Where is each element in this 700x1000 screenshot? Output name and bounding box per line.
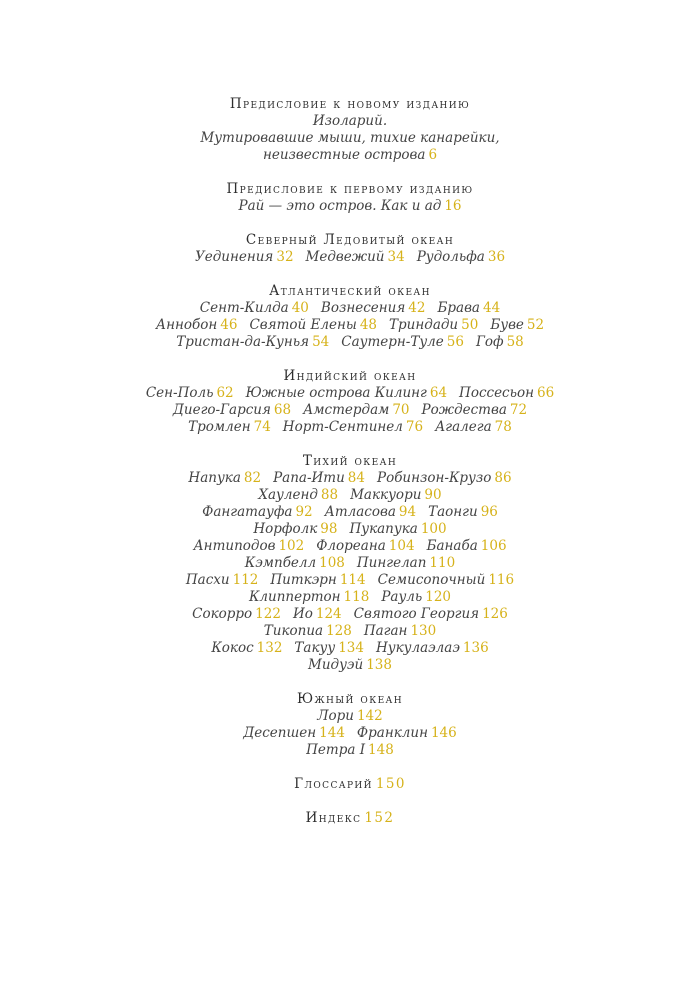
toc-line (0, 538, 700, 555)
entry-title: Антиподов (193, 538, 276, 554)
page-number: 82 (243, 470, 262, 486)
entry-title: Рауль (381, 589, 423, 605)
entry-title: Тикопиа (263, 623, 324, 639)
entry-title: Клиппертон (248, 589, 341, 605)
entry-title: Святого Георгия (353, 606, 480, 622)
entry-title: Аннобон (155, 317, 218, 333)
toc-line (0, 249, 700, 266)
toc-line (0, 606, 700, 623)
entry-title: Паган (363, 623, 408, 639)
toc-entry[interactable] (202, 504, 313, 520)
section-heading-title: Южный океан (296, 691, 404, 707)
entry-title: Рождества (421, 402, 507, 418)
page-number: 146 (430, 725, 457, 741)
entry-title: Таонги (428, 504, 478, 520)
page-number: 132 (256, 640, 283, 656)
page-number: 116 (488, 572, 515, 588)
entry-title: Брава (437, 300, 480, 316)
table-of-contents (0, 96, 700, 844)
page-number: 58 (506, 334, 524, 350)
toc-line (0, 385, 700, 402)
page-number: 36 (487, 249, 506, 265)
toc-entry[interactable] (364, 623, 436, 639)
entry-title: Сент-Килда (199, 300, 289, 316)
toc-entry[interactable] (146, 385, 234, 401)
toc-entry[interactable] (313, 113, 387, 129)
toc-entry[interactable] (459, 385, 554, 401)
section-heading[interactable] (0, 776, 700, 793)
page-number: 76 (405, 419, 424, 435)
toc-entry[interactable] (354, 606, 508, 622)
toc-line (0, 572, 700, 589)
entry-title: Франклин (356, 725, 428, 741)
entry-title: Тромлен (188, 419, 251, 435)
entry-title: Рапа-Ити (273, 470, 345, 486)
page-number: 78 (494, 419, 512, 435)
toc-entry[interactable] (188, 470, 261, 486)
entry-title: Семисопочный (377, 572, 486, 588)
toc-entry[interactable] (156, 317, 238, 333)
entry-title: Медвежий (305, 249, 385, 265)
toc-entry[interactable] (263, 147, 437, 163)
section-heading[interactable] (0, 691, 700, 708)
section-heading-title: Индийский океан (283, 368, 417, 384)
toc-entry[interactable] (357, 555, 455, 571)
page-number: 66 (537, 385, 555, 401)
section-heading-title: Предисловие к первому изданию (226, 181, 474, 197)
entry-title: Лори (317, 708, 354, 724)
toc-entry[interactable] (192, 606, 281, 622)
toc-entry[interactable] (294, 640, 364, 656)
page-number: 142 (356, 708, 383, 724)
toc-entry[interactable] (249, 589, 369, 605)
page-number: 112 (232, 572, 259, 588)
toc-entry[interactable] (325, 504, 416, 520)
toc-line (0, 742, 700, 759)
entry-title: Хауленд (258, 487, 318, 503)
toc-line (0, 198, 700, 215)
page-number: 50 (461, 317, 479, 333)
page-number: 84 (347, 470, 365, 486)
section-heading[interactable] (0, 96, 700, 113)
section-heading[interactable] (0, 453, 700, 470)
entry-title: Рай — это остров. Как и ад (238, 198, 442, 214)
page-number: 90 (424, 487, 442, 503)
toc-section (0, 181, 700, 215)
entry-title: Десепшен (243, 725, 317, 741)
toc-line (0, 555, 700, 572)
section-heading-title: Предисловие к новому изданию (229, 96, 471, 112)
entry-title: Норфолк (253, 521, 318, 537)
page-number: 32 (276, 249, 294, 265)
toc-entry[interactable] (211, 640, 282, 656)
section-heading-title: Атлантический океан (269, 283, 431, 299)
toc-entry[interactable] (188, 419, 271, 435)
toc-entry[interactable] (303, 402, 409, 418)
toc-entry[interactable] (273, 470, 365, 486)
toc-entry[interactable] (476, 334, 524, 350)
page-number: 120 (425, 589, 452, 605)
page-number: 62 (216, 385, 234, 401)
toc-entry[interactable] (437, 300, 500, 316)
section-heading[interactable] (0, 810, 700, 827)
toc-entry[interactable] (173, 402, 291, 418)
toc-section (0, 368, 700, 436)
page-number: 122 (255, 606, 281, 622)
section-heading[interactable] (0, 232, 700, 249)
toc-entry[interactable] (264, 623, 352, 639)
section-heading-title: Тихий океан (302, 453, 398, 469)
page-number: 106 (480, 538, 507, 554)
page-number: 40 (291, 300, 309, 316)
page-number: 96 (480, 504, 498, 520)
entry-title: Буве (490, 317, 524, 333)
toc-entry[interactable] (283, 419, 423, 435)
entry-title: Агалега (435, 419, 492, 435)
entry-title: Сокорро (192, 606, 253, 622)
toc-entry[interactable] (253, 521, 337, 537)
toc-entry[interactable] (427, 538, 507, 554)
section-heading[interactable] (0, 181, 700, 198)
page-number: 150 (375, 776, 406, 792)
toc-entry[interactable] (246, 385, 447, 401)
page-number: 126 (482, 606, 508, 622)
entry-title: Поссесьон (459, 385, 534, 401)
entry-title: Уединения (194, 249, 274, 265)
page-number: 144 (319, 725, 345, 741)
section-heading[interactable] (0, 368, 700, 385)
section-heading-title: Индекс (305, 810, 362, 826)
toc-line (0, 589, 700, 606)
toc-entry[interactable] (270, 572, 365, 588)
toc-line (0, 640, 700, 657)
entry-title: Фангатауфа (202, 504, 293, 520)
toc-entry[interactable] (306, 742, 394, 758)
toc-entry[interactable] (293, 606, 342, 622)
entry-title: Рудольфа (416, 249, 485, 265)
page-number: 70 (392, 402, 410, 418)
toc-section (0, 232, 700, 266)
toc-entry[interactable] (341, 334, 464, 350)
page-number: 42 (408, 300, 426, 316)
toc-line (0, 402, 700, 419)
toc-entry[interactable] (316, 538, 414, 554)
entry-title: Пасхи (185, 572, 230, 588)
page-number: 54 (312, 334, 330, 350)
page-number: 102 (278, 538, 305, 554)
toc-section (0, 691, 700, 759)
toc-section (0, 453, 700, 674)
page-number: 92 (295, 504, 313, 520)
page-number: 124 (315, 606, 342, 622)
toc-line (0, 708, 700, 725)
section-heading-title: Северный Ледовитый океан (245, 232, 455, 248)
page-number: 108 (319, 555, 345, 571)
entry-title: Пингелап (356, 555, 427, 571)
toc-entry[interactable] (245, 555, 345, 571)
toc-entry[interactable] (195, 249, 294, 265)
page-number: 148 (368, 742, 394, 758)
toc-line (0, 317, 700, 334)
entry-title: Напука (188, 470, 241, 486)
entry-title: Кэмпбелл (244, 555, 317, 571)
entry-title: Тристан-да-Кунья (176, 334, 310, 350)
toc-entry[interactable] (377, 470, 512, 486)
toc-line (0, 130, 700, 147)
entry-title: Робинзон-Крузо (376, 470, 492, 486)
toc-line (0, 300, 700, 317)
toc-line (0, 504, 700, 521)
toc-entry[interactable] (321, 300, 426, 316)
toc-entry[interactable] (193, 538, 304, 554)
page-number: 88 (320, 487, 339, 503)
toc-entry[interactable] (389, 317, 478, 333)
toc-line (0, 725, 700, 742)
entry-title: Нукулаэлаэ (375, 640, 460, 656)
toc-section (0, 283, 700, 351)
toc-line (0, 470, 700, 487)
toc-entry[interactable] (490, 317, 544, 333)
page-number: 94 (398, 504, 417, 520)
page-number: 56 (446, 334, 464, 350)
entry-title: неизвестные острова (262, 147, 426, 163)
section-heading-title: Глоссарий (294, 776, 373, 792)
toc-entry[interactable] (317, 708, 383, 724)
page-number: 72 (509, 402, 528, 418)
toc-line (0, 521, 700, 538)
entry-title: Маккуори (350, 487, 422, 503)
entry-title: Гоф (475, 334, 504, 350)
toc-entry[interactable] (243, 725, 345, 741)
entry-title: Банаба (426, 538, 478, 554)
entry-title: Мидуэй (308, 657, 364, 673)
toc-entry[interactable] (258, 487, 338, 503)
toc-line (0, 113, 700, 130)
toc-entry[interactable] (308, 657, 392, 673)
page-number: 6 (428, 147, 438, 163)
toc-line (0, 419, 700, 436)
page-number: 128 (326, 623, 352, 639)
toc-line (0, 487, 700, 504)
toc-entry[interactable] (417, 249, 505, 265)
toc-entry[interactable] (349, 521, 446, 537)
page-number: 130 (410, 623, 437, 639)
page-number: 98 (320, 521, 338, 537)
toc-entry[interactable] (186, 572, 258, 588)
entry-title: Пукапука (349, 521, 418, 537)
toc-entry[interactable] (435, 419, 512, 435)
page-number: 46 (220, 317, 238, 333)
page-number: 52 (526, 317, 545, 333)
toc-section (0, 776, 700, 793)
toc-entry[interactable] (238, 198, 461, 214)
toc-entry[interactable] (428, 504, 498, 520)
page-number: 34 (387, 249, 405, 265)
entry-title: Мутировавшие мыши, тихие канарейки, (200, 130, 500, 146)
entry-title: Саутерн-Туле (341, 334, 444, 350)
toc-entry[interactable] (422, 402, 528, 418)
entry-title: Сен-Поль (145, 385, 214, 401)
entry-title: Флореана (316, 538, 386, 554)
entry-title: Диего-Гарсия (172, 402, 271, 418)
toc-line (0, 623, 700, 640)
page-number: 118 (343, 589, 370, 605)
page-number: 104 (388, 538, 415, 554)
toc-line (0, 334, 700, 351)
page-number: 44 (483, 300, 501, 316)
page-number: 152 (364, 810, 395, 826)
entry-title: Норт-Сентинел (282, 419, 403, 435)
toc-entry[interactable] (176, 334, 329, 350)
toc-entry[interactable] (306, 249, 405, 265)
toc-entry[interactable] (249, 317, 377, 333)
toc-entry[interactable] (376, 640, 489, 656)
entry-title: Такуу (294, 640, 336, 656)
entry-title: Ио (292, 606, 313, 622)
page-number: 134 (338, 640, 364, 656)
toc-entry[interactable] (350, 487, 441, 503)
page-number: 100 (420, 521, 447, 537)
entry-title: Триндади (389, 317, 459, 333)
toc-entry[interactable] (381, 589, 451, 605)
toc-line (0, 147, 700, 164)
entry-title: Святой Елены (249, 317, 357, 333)
toc-section (0, 810, 700, 827)
entry-title: Изоларий. (312, 113, 388, 129)
page-number: 68 (273, 402, 292, 418)
entry-title: Петра I (306, 742, 366, 758)
page-number: 48 (359, 317, 378, 333)
page-number: 136 (462, 640, 489, 656)
page-number: 86 (494, 470, 512, 486)
toc-section (0, 96, 700, 164)
toc-entry[interactable] (378, 572, 514, 588)
page-number: 74 (253, 419, 271, 435)
toc-entry[interactable] (200, 300, 309, 316)
toc-line (0, 657, 700, 674)
entry-title: Амстердам (303, 402, 390, 418)
toc-entry[interactable] (200, 130, 499, 146)
page-number: 64 (429, 385, 448, 401)
entry-title: Вознесения (320, 300, 406, 316)
entry-title: Кокос (211, 640, 254, 656)
entry-title: Атласова (324, 504, 396, 520)
page-number: 16 (444, 198, 462, 214)
section-heading[interactable] (0, 283, 700, 300)
entry-title: Южные острова Килинг (245, 385, 427, 401)
toc-entry[interactable] (357, 725, 457, 741)
page-number: 138 (366, 657, 392, 673)
page-number: 110 (429, 555, 456, 571)
entry-title: Питкэрн (270, 572, 337, 588)
page-number: 114 (339, 572, 366, 588)
